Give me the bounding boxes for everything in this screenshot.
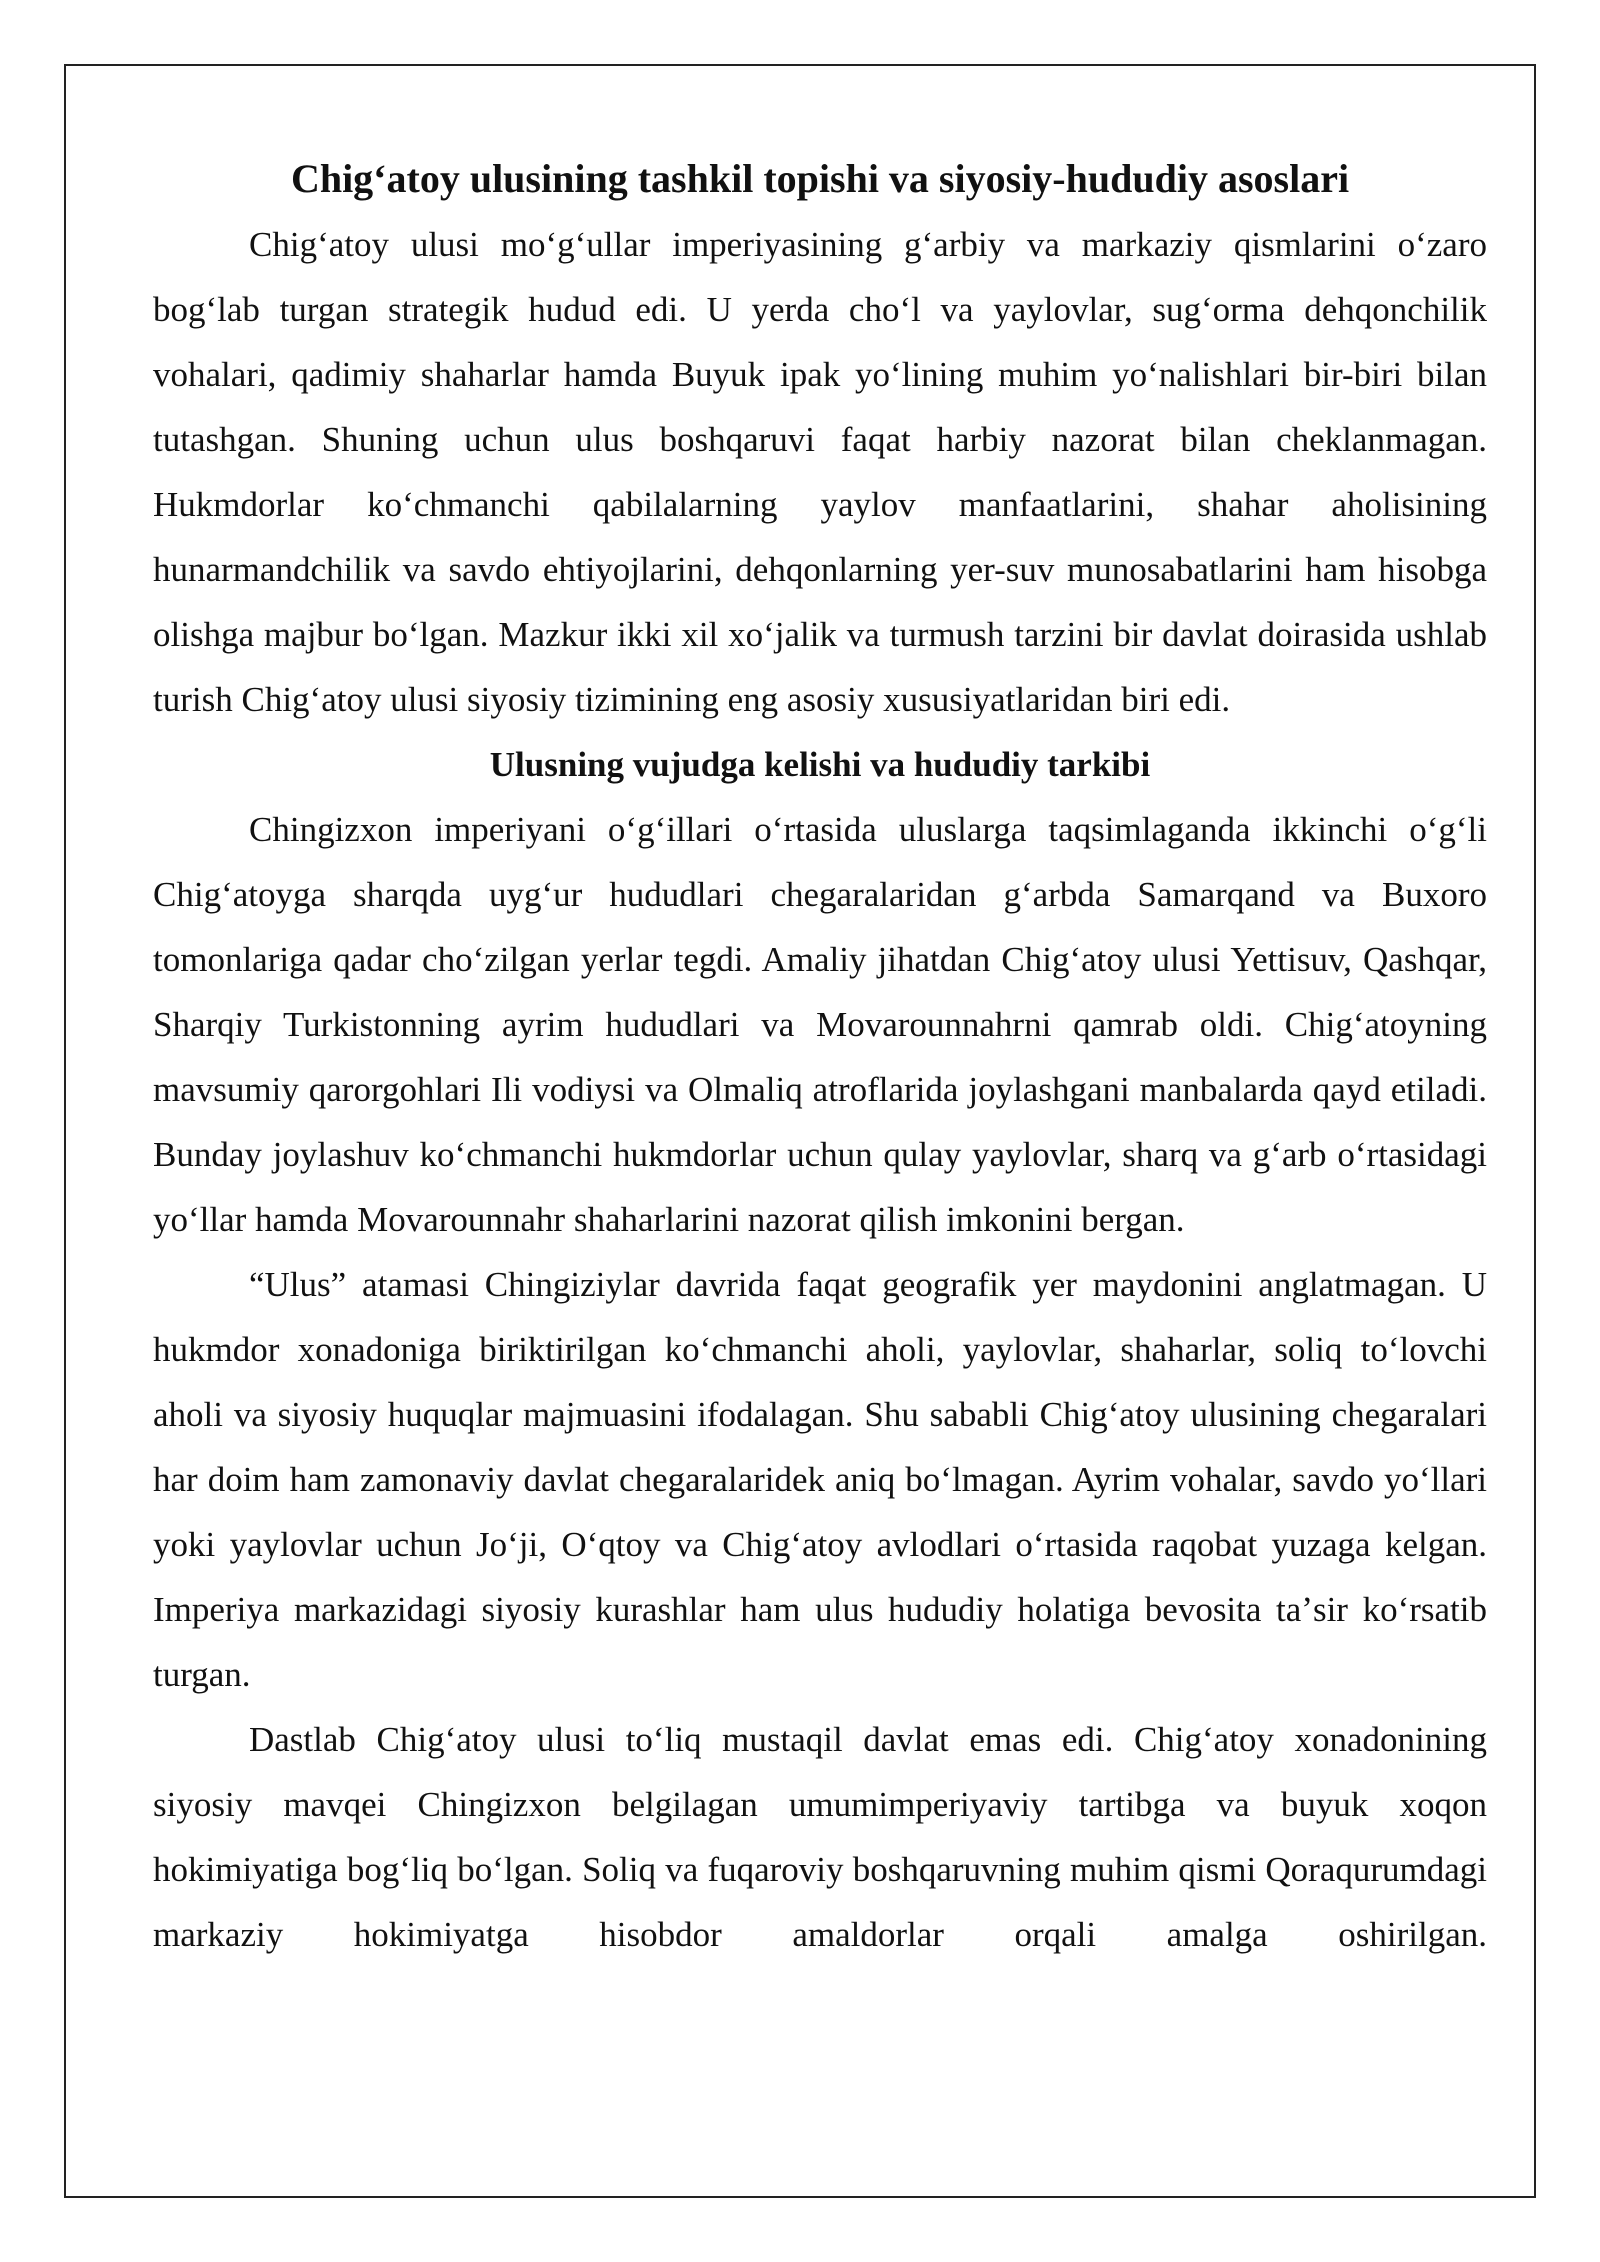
paragraph-2: “Ulus” atamasi Chingiziylar davrida faqat geografik yer maydonini anglatmagan. U hukmdor xonadoniga biriktirilgan koʻchmanchi aholi, yaylovlar, shaharlar, soliq toʻlovchi aholi va siyosiy huquqlar majmuasini ifodalagan. Shu sababli Chigʻatoy ulusining chegaralari har doim ham zamonaviy davlat chegaralaridek aniq boʻlmagan. Ayrim vohalar, savdo yoʻllari yoki yaylovlar uchun Joʻji, Oʻqtoy va Chigʻatoy avlodlari oʻrtasida raqobat yuzaga kelgan. Imperiya markazidagi siyosiy kurashlar ham ulus hududiy holatiga bevosita taʼsir koʻrsatib turgan. <box>153 1265 1487 1694</box>
document-body <box>153 146 1487 1967</box>
paragraph-1: Chingizxon imperiyani oʻgʻillari oʻrtasida uluslarga taqsimlaganda ikkinchi oʻgʻli Chigʻatoyga sharqda uygʻur hududlari chegaralaridan gʻarbda Samarqand va Buxoro tomonlariga qadar choʻzilgan yerlar tegdi. Amaliy jihatdan Chigʻatoy ulusi Yettisuv, Qashqar, Sharqiy Turkistonning ayrim hududlari va Movarounnahrni qamrab oldi. Chigʻatoyning mavsumiy qarorgohlari Ili vodiysi va Olmaliq atroflarida joylashgani manbalarda qayd etiladi. Bunday joylashuv koʻchmanchi hukmdorlar uchun qulay yaylovlar, sharq va gʻarb oʻrtasidagi yoʻllar hamda Movarounnahr shaharlarini nazorat qilish imkonini bergan. <box>153 810 1487 1239</box>
section-heading: Ulusning vujudga kelishi va hududiy tarkibi <box>489 745 1151 784</box>
intro-paragraph: Chigʻatoy ulusi moʻgʻullar imperiyasining gʻarbiy va markaziy qismlarini oʻzaro bogʻlab turgan strategik hudud edi. U yerda choʻl va yaylovlar, sugʻorma dehqonchilik vohalari, qadimiy shaharlar hamda Buyuk ipak yoʻlining muhim yoʻnalishlari bir-biri bilan tutashgan. Shuning uchun ulus boshqaruvi faqat harbiy nazorat bilan cheklanmagan. Hukmdorlar koʻchmanchi qabilalarning yaylov manfaatlarini, shahar aholisining hunarmandchilik va savdo ehtiyojlarini, dehqonlarning yer-suv munosabatlarini ham hisobga olishga majbur boʻlgan. Mazkur ikki xil xoʻjalik va turmush tarzini bir davlat doirasida ushlab turish Chigʻatoy ulusi siyosiy tizimining eng asosiy xususiyatlaridan biri edi. <box>153 225 1487 719</box>
paragraph-3: Dastlab Chigʻatoy ulusi toʻliq mustaqil davlat emas edi. Chigʻatoy xonadonining siyosiy mavqei Chingizxon belgilagan umumimperiyaviy tartibga va buyuk xoqon hokimiyatiga bogʻliq boʻlgan. Soliq va fuqaroviy boshqaruvning muhim qismi Qoraqurumdagi markaziy hokimiyatga hisobdor amaldorlar orqali amalga oshirilgan. <box>153 1720 1487 1954</box>
document-title: Chigʻatoy ulusining tashkil topishi va siyosiy-hududiy asoslari <box>290 156 1350 201</box>
